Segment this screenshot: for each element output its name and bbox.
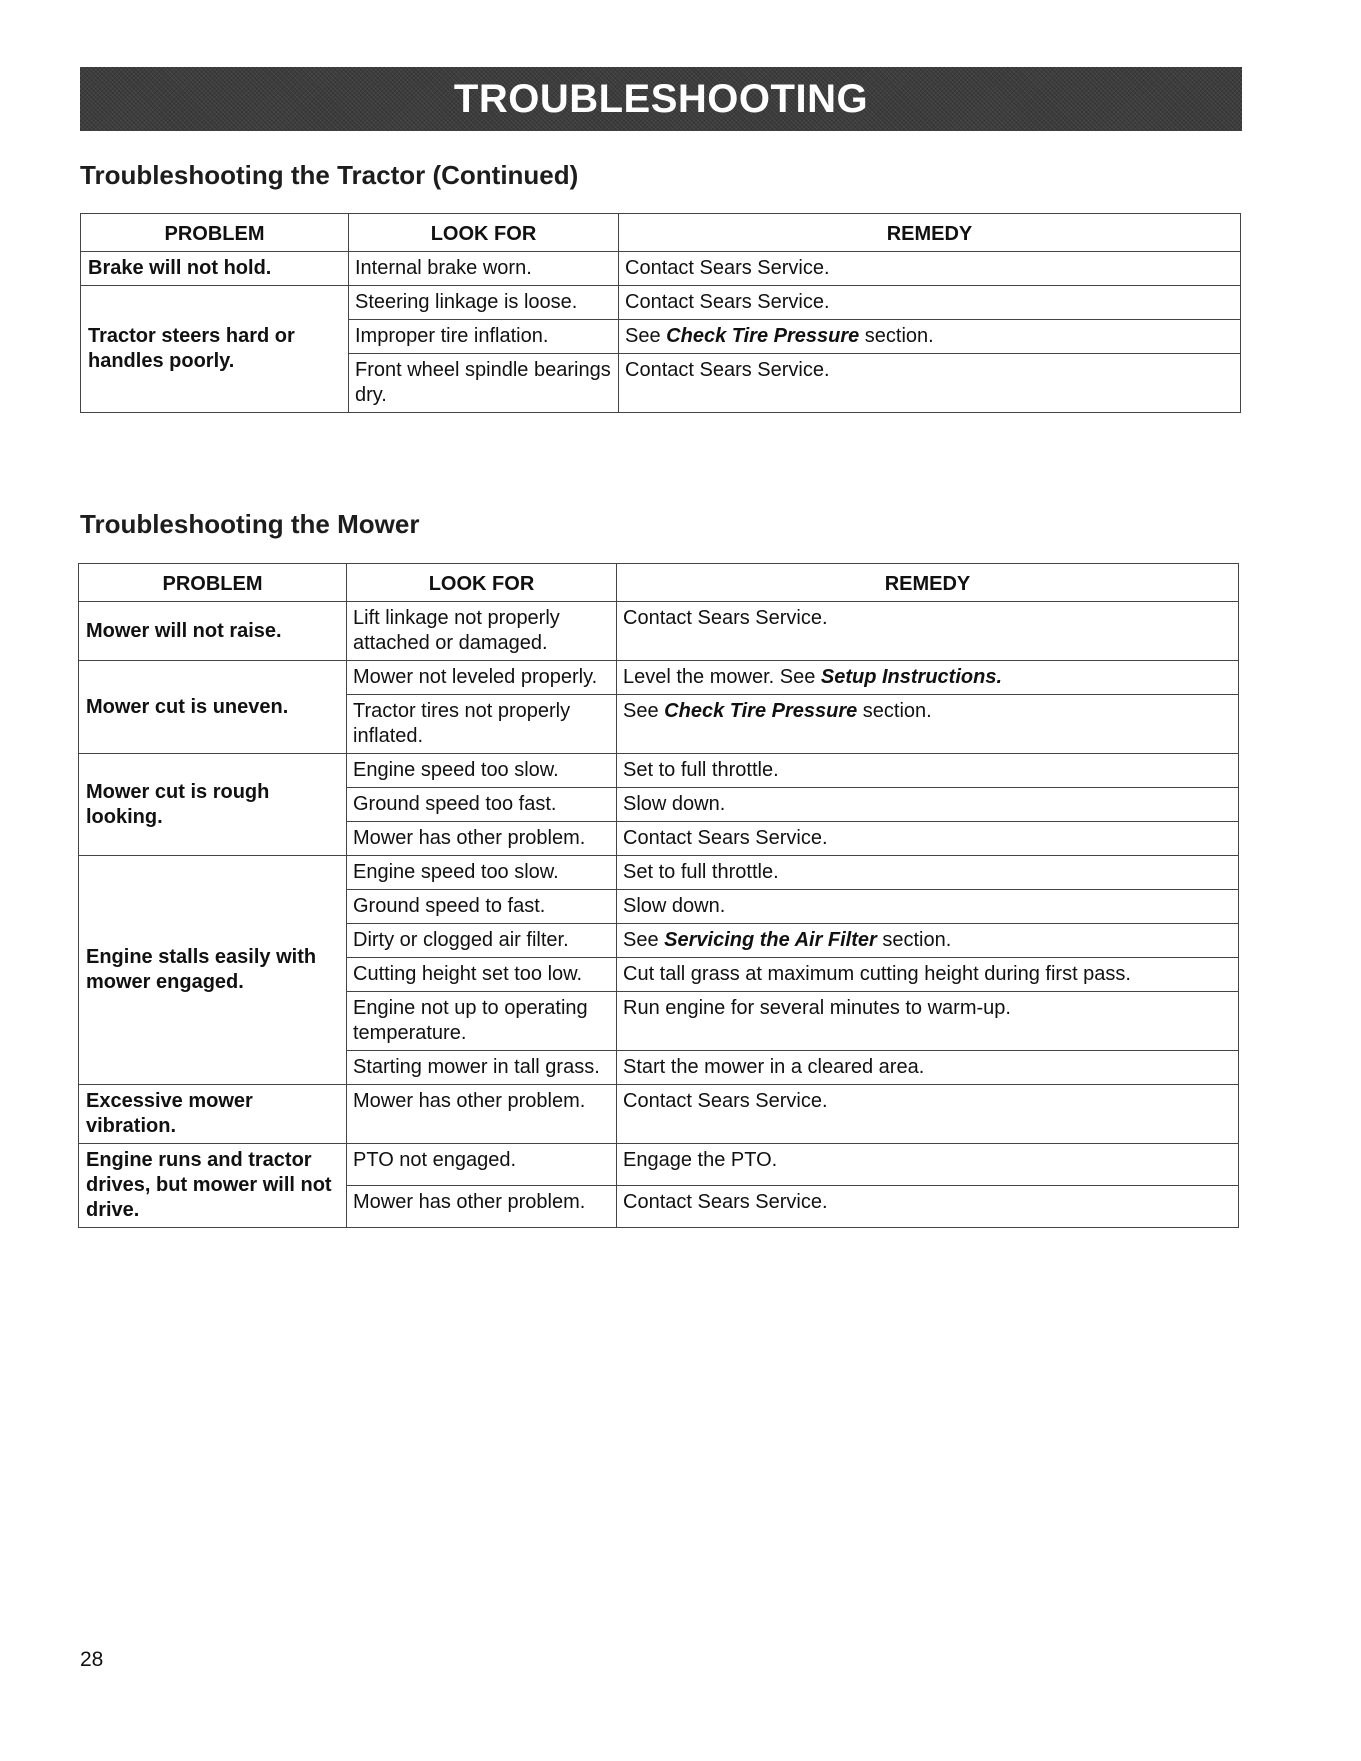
remedy-text: section. <box>859 325 934 347</box>
problem-cell: Mower cut is rough looking. <box>79 754 347 856</box>
mower-section-title: Troubleshooting the Mower <box>80 509 420 539</box>
remedy-text: See <box>623 929 665 951</box>
remedy-cell: Start the mower in a cleared area. <box>617 1051 1239 1085</box>
remedy-cell <box>617 695 1239 754</box>
look-for-cell: Improper tire inflation. <box>349 320 619 354</box>
table-row <box>79 754 1239 788</box>
remedy-text: Level the mower. See <box>623 666 821 688</box>
look-for-cell: Internal brake worn. <box>349 252 619 286</box>
problem-cell: Excessive mower vibration. <box>79 1085 347 1144</box>
look-for-cell: Front wheel spindle bearings dry. <box>349 354 619 413</box>
look-for-cell: Ground speed to fast. <box>347 890 617 924</box>
remedy-reference: Setup Instructions. <box>820 666 1003 688</box>
tractor-section-title: Troubleshooting the Tractor (Continued) <box>80 160 579 190</box>
table-row <box>81 286 1241 320</box>
column-header-problem: PROBLEM <box>79 564 347 602</box>
remedy-reference: Check Tire Pressure <box>666 325 860 347</box>
table-row <box>79 1085 1239 1144</box>
header-row <box>79 564 1239 602</box>
column-header-look-for: LOOK FOR <box>349 214 619 252</box>
look-for-cell: PTO not engaged. <box>347 1144 617 1186</box>
look-for-cell: Mower has other problem. <box>347 822 617 856</box>
problem-cell: Brake will not hold. <box>81 252 349 286</box>
look-for-cell: Ground speed too fast. <box>347 788 617 822</box>
remedy-cell: Engage the PTO. <box>617 1144 1239 1186</box>
tractor-troubleshooting-table <box>80 213 1241 413</box>
column-header-remedy: REMEDY <box>617 564 1239 602</box>
look-for-cell: Engine speed too slow. <box>347 754 617 788</box>
look-for-cell: Mower has other problem. <box>347 1085 617 1144</box>
remedy-cell <box>617 924 1239 958</box>
remedy-cell <box>619 320 1241 354</box>
remedy-cell: Slow down. <box>617 788 1239 822</box>
remedy-cell: Contact Sears Service. <box>619 354 1241 413</box>
problem-cell: Mower will not raise. <box>79 602 347 661</box>
remedy-text: section. <box>876 929 952 951</box>
problem-cell: Mower cut is uneven. <box>79 661 347 754</box>
remedy-cell: Contact Sears Service. <box>617 1186 1239 1228</box>
table-row <box>81 252 1241 286</box>
remedy-cell: Contact Sears Service. <box>619 286 1241 320</box>
remedy-cell: Contact Sears Service. <box>617 1085 1239 1144</box>
look-for-cell: Engine speed too slow. <box>347 856 617 890</box>
look-for-cell: Tractor tires not properly inflated. <box>347 695 617 754</box>
remedy-reference: Check Tire Pressure <box>664 700 858 722</box>
table-row <box>79 1144 1239 1186</box>
remedy-text: See <box>623 700 665 722</box>
column-header-remedy: REMEDY <box>619 214 1241 252</box>
look-for-cell: Starting mower in tall grass. <box>347 1051 617 1085</box>
look-for-cell: Steering linkage is loose. <box>349 286 619 320</box>
problem-cell: Engine runs and tractor drives, but mower will not drive. <box>79 1144 347 1228</box>
look-for-cell: Mower not leveled properly. <box>347 661 617 695</box>
remedy-cell: Cut tall grass at maximum cutting height during first pass. <box>617 958 1239 992</box>
remedy-text: section. <box>857 700 932 722</box>
problem-cell: Engine stalls easily with mower engaged. <box>79 856 347 1085</box>
look-for-cell: Mower has other problem. <box>347 1186 617 1228</box>
look-for-cell: Dirty or clogged air filter. <box>347 924 617 958</box>
header-row <box>81 214 1241 252</box>
remedy-reference: Servicing the Air Filter <box>664 929 877 951</box>
table-row <box>79 856 1239 890</box>
look-for-cell: Lift linkage not properly attached or damaged. <box>347 602 617 661</box>
table-row <box>79 602 1239 661</box>
remedy-cell <box>617 661 1239 695</box>
problem-cell: Tractor steers hard or handles poorly. <box>81 286 349 413</box>
remedy-cell: Contact Sears Service. <box>619 252 1241 286</box>
remedy-cell: Slow down. <box>617 890 1239 924</box>
remedy-text: See <box>625 325 667 347</box>
remedy-cell: Set to full throttle. <box>617 754 1239 788</box>
column-header-look-for: LOOK FOR <box>347 564 617 602</box>
remedy-cell: Run engine for several minutes to warm-up. <box>617 992 1239 1051</box>
remedy-cell: Contact Sears Service. <box>617 602 1239 661</box>
mower-troubleshooting-table <box>78 563 1239 1228</box>
page-number: 28 <box>80 1648 104 1671</box>
look-for-cell: Engine not up to operating temperature. <box>347 992 617 1051</box>
remedy-cell: Set to full throttle. <box>617 856 1239 890</box>
table-row <box>79 661 1239 695</box>
remedy-cell: Contact Sears Service. <box>617 822 1239 856</box>
look-for-cell: Cutting height set too low. <box>347 958 617 992</box>
column-header-problem: PROBLEM <box>81 214 349 252</box>
banner-title: TROUBLESHOOTING <box>453 76 869 121</box>
troubleshooting-banner <box>80 67 1242 131</box>
